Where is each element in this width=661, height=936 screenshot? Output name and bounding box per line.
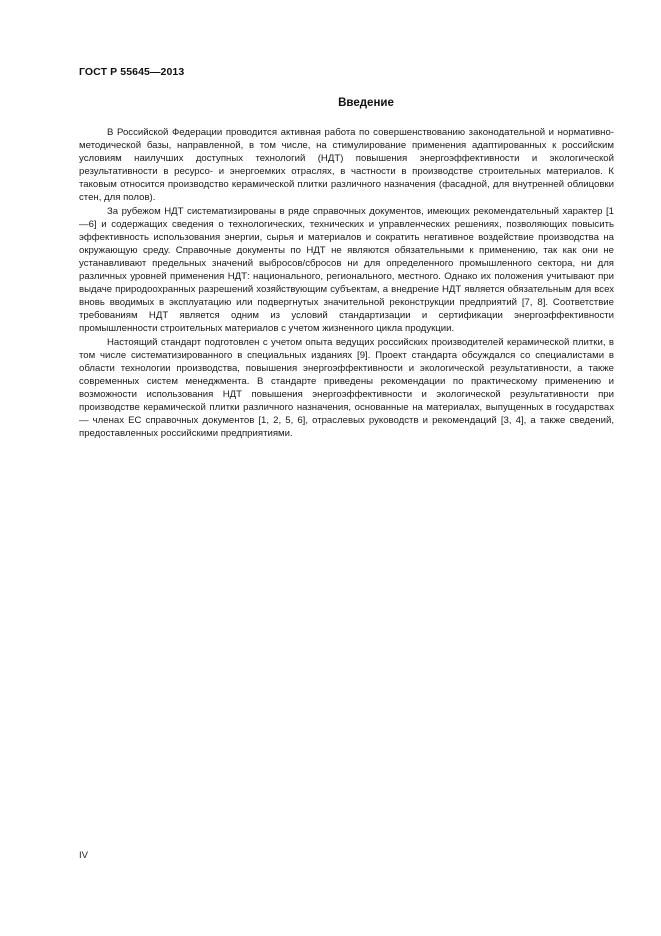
paragraph-3: Настоящий стандарт подготовлен с учетом опыта ведущих российских производителей керамической плитки, в том числе систематизированного в специальных изданиях [9]. Проект стандарта обсуждался со специалистами в области технологии производства, повышения энергоэффективности и экологической результативности, а также современных систем менеджмента. В стандарте приведены рекомендации по практическому применению и возможности использования НДТ повышения энергоэффективности и экологической результативности при производстве керамической плитки различного назначения, основанные на материалах, выпущенных в государствах — членах ЕС справочных документов [1, 2, 5, 6], отраслевых руководств и рекомендаций [3, 4], а также сведений, предоставленных российскими предприятиями. xyxy=(79,336,614,440)
body-text xyxy=(79,126,614,440)
section-title: Введение xyxy=(338,97,394,109)
paragraph-2: За рубежом НДТ систематизированы в ряде справочных документов, имеющих рекомендательный характер [1—6] и содержащих сведения о технологических, технических и управленческих решениях, позволяющих повысить эффективность использования энергии, сырья и материалов и сократить негативное воздействие производства на окружающую среду. Справочные документы по НДТ не являются обязательными к применению, так как они не устанавливают предельных значений выбросов/сбросов ни для определенного промышленного сектора, ни для различных уровней применения НДТ: национального, регионального, местного. Однако их положения учитывают при выдаче природоохранных разрешений хозяйствующим субъектам, а внедрение НДТ является обязательным для всех вновь вводимых в эксплуатацию или подвергнутых значительной реконструкции предприятий [7, 8]. Соответствие требованиям НДТ является одним из условий стандартизации и сертификации энергоэффективности промышленности строительных материалов с учетом жизненного цикла продукции. xyxy=(79,205,614,335)
paragraph-1: В Российской Федерации проводится активная работа по совершенствованию законодательной и нормативно-методической базы, направленной, в том числе, на стимулирование применения адаптированных к российским условиям наилучших доступных технологий (НДТ) повышения энергоэффективности и экологической результативности в ресурсо- и энергоемких отраслях, в частности в производстве строительных материалов. К таковым относится производство керамической плитки различного назначения (фасадной, для внутренней облицовки стен, для полов). xyxy=(79,127,614,204)
page-number: IV xyxy=(79,850,88,861)
standard-code-header: ГОСТ Р 55645—2013 xyxy=(79,66,185,78)
